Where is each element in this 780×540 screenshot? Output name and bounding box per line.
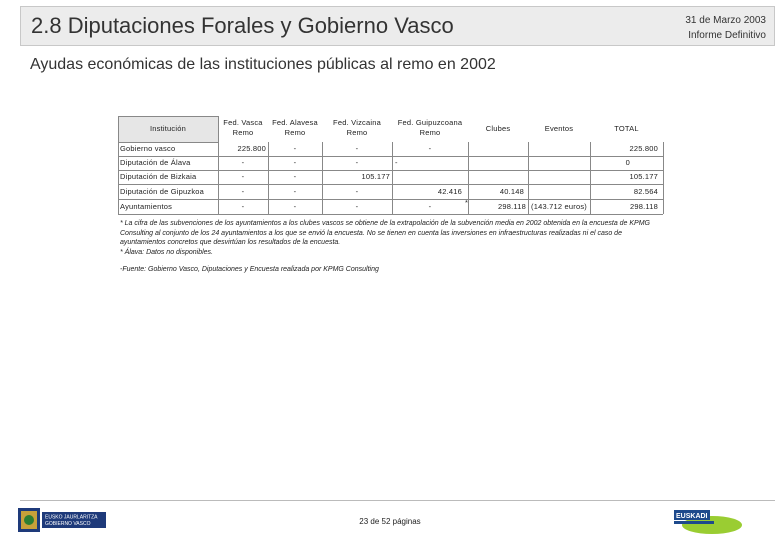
col-header-alavesa: Fed. Alavesa Remo bbox=[272, 118, 318, 137]
row-label: Gobierno vasco bbox=[120, 144, 176, 153]
cell-alavesa: - bbox=[293, 172, 297, 181]
cell-alavesa: - bbox=[293, 144, 297, 153]
row-label: Diputación de Bizkaia bbox=[120, 172, 197, 181]
cell-vasca: - bbox=[241, 158, 245, 167]
col-header-guipuzcoana: Fed. Guipuzcoana Remo bbox=[397, 118, 463, 137]
col-header-vizcaina: Fed. Vizcaina Remo bbox=[333, 118, 381, 137]
logo-right-text: EUSKADI bbox=[676, 513, 708, 520]
logo-left-line2: GOBIERNO VASCO bbox=[45, 521, 91, 527]
cell-guipuzcoana: - bbox=[428, 144, 432, 153]
cell-vasca: - bbox=[241, 202, 245, 211]
cell-guipuzcoana: - bbox=[395, 158, 398, 167]
cell-vizcaina: 105.177 bbox=[361, 172, 390, 181]
note-alava: * Álava: Datos no disponibles. bbox=[120, 248, 213, 256]
euskadi-logo bbox=[668, 508, 746, 536]
cell-clubes: 40.148 bbox=[499, 187, 524, 196]
cell-alavesa: - bbox=[293, 158, 297, 167]
cell-vizcaina: - bbox=[355, 202, 359, 211]
cell-total: 105.177 bbox=[629, 172, 658, 181]
gobierno-vasco-logo bbox=[18, 508, 108, 532]
cell-total: 0 bbox=[625, 158, 630, 167]
page-title: 2.8 Diputaciones Forales y Gobierno Vasco bbox=[31, 13, 454, 38]
page-number: 23 de 52 páginas bbox=[359, 517, 421, 526]
note-ayuntamientos: * La cifra de las subvenciones de los ayuntamientos a los clubes vascos se obtiene de la extrapolación de la subvención media en 2002 obtenida en la encuesta de KPMG Consulting al conjunto de los 24 ayuntamientos a los que se envió la encuesta. No se tienen en cuenta las inversiones en infraestructuras realizadas ni el caso de ayuntamientos concretos que desvirtúan los resultados de la encuesta. bbox=[120, 220, 651, 246]
row-label: Diputación de Gipuzkoa bbox=[120, 187, 205, 196]
report-date: 31 de Marzo 2003 bbox=[685, 15, 766, 26]
table-notes bbox=[120, 219, 660, 257]
row-label: Diputación de Álava bbox=[120, 158, 191, 167]
cell-vizcaina: - bbox=[355, 158, 359, 167]
source-note: -Fuente: Gobierno Vasco, Diputaciones y Encuesta realizada por KPMG Consulting bbox=[120, 266, 379, 273]
cell-eventos: (143.712 euros) bbox=[531, 202, 587, 211]
col-header-vasca: Fed. Vasca Remo bbox=[223, 118, 263, 137]
col-header-eventos: Eventos bbox=[544, 124, 574, 133]
cell-guipuzcoana: - bbox=[428, 202, 432, 211]
col-header-institucion: Institución bbox=[150, 124, 186, 133]
cell-total: 225.800 bbox=[629, 144, 658, 153]
cell-vasca: - bbox=[241, 187, 245, 196]
report-status: Informe Definitivo bbox=[688, 30, 766, 41]
cell-clubes: 298.118 bbox=[498, 202, 526, 211]
col-header-total: TOTAL bbox=[614, 124, 639, 133]
cell-guipuzcoana: 42.416 bbox=[437, 187, 462, 196]
cell-total: 298.118 bbox=[630, 202, 658, 211]
cell-vizcaina: - bbox=[355, 187, 359, 196]
logo-left-line1: EUSKO JAURLARITZA bbox=[45, 514, 98, 521]
cell-vasca: 225.800 bbox=[237, 144, 266, 153]
cell-alavesa: - bbox=[293, 202, 297, 211]
cell-vasca: - bbox=[241, 172, 245, 181]
row-label: Ayuntamientos bbox=[120, 202, 173, 211]
cell-alavesa: - bbox=[293, 187, 297, 196]
section-subtitle: Ayudas económicas de las instituciones públicas al remo en 2002 bbox=[30, 56, 496, 73]
col-header-clubes: Clubes bbox=[485, 124, 511, 133]
footer-divider bbox=[20, 500, 775, 501]
footnote-mark: * bbox=[465, 198, 469, 207]
cell-vizcaina: - bbox=[355, 144, 359, 153]
cell-total: 82.564 bbox=[633, 187, 658, 196]
